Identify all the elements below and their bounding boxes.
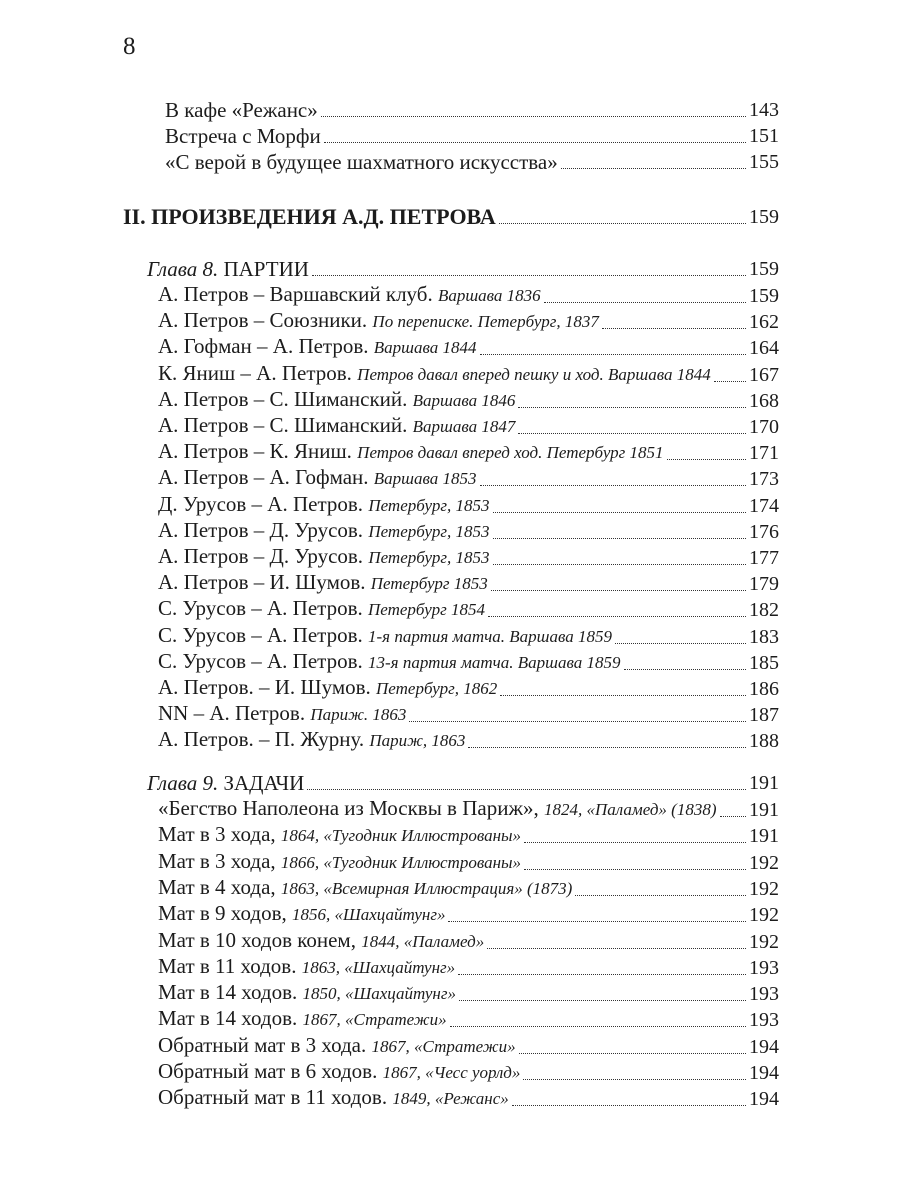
page-ref: 185 <box>749 651 779 674</box>
page-ref: 176 <box>749 520 779 543</box>
dot-leader <box>523 1079 746 1080</box>
toc-entry[interactable] <box>158 981 779 1007</box>
entry-title: Обратный мат в 11 ходов. <box>158 1085 388 1110</box>
entry-text <box>158 900 445 928</box>
page-ref: 179 <box>749 573 779 596</box>
toc-entry[interactable] <box>158 676 779 702</box>
chapter-label: Глава 9. <box>147 771 219 795</box>
entry-title: Мат в 3 хода, <box>158 822 276 847</box>
entry-text <box>165 123 321 149</box>
entry-note: 1867, «Стратежи» <box>371 1036 516 1056</box>
entry-note: Варшава 1853 <box>373 469 477 489</box>
entry-text <box>158 281 541 309</box>
entry-text <box>158 953 455 981</box>
chapter-title: ПАРТИИ <box>223 257 309 281</box>
page-ref: 159 <box>749 258 779 280</box>
page-ref: 155 <box>749 151 779 173</box>
chapter-title: ЗАДАЧИ <box>223 771 305 795</box>
entry-title: А. Петров. – П. Журну. <box>158 727 365 752</box>
page-ref: 170 <box>749 416 779 438</box>
entry-note: 1863, «Шахцайтунг» <box>301 957 456 977</box>
dot-leader <box>459 1000 746 1001</box>
entry-text <box>158 674 497 702</box>
entry-title: А. Петров – А. Гофман. <box>158 465 369 490</box>
dot-leader <box>307 789 746 790</box>
entry-note: Петербург, 1862 <box>376 679 498 698</box>
entry-note: 13-я партия матча. Варшава 1859 <box>368 652 621 672</box>
dot-leader <box>480 354 746 355</box>
toc-entry[interactable] <box>158 1086 779 1112</box>
page-ref: 186 <box>749 678 779 700</box>
dot-leader <box>499 223 746 224</box>
chapter-label: Глава 8. <box>147 257 219 281</box>
entry-note: 1-я партия матча. Варшава 1859 <box>368 626 612 646</box>
toc-entry[interactable] <box>158 902 779 928</box>
entry-text <box>158 438 664 466</box>
dot-leader <box>720 816 747 817</box>
page-ref: 162 <box>749 311 779 334</box>
dot-leader <box>544 302 746 303</box>
dot-leader <box>518 433 746 434</box>
entry-note: По переписке. Петербург, 1837 <box>372 312 599 332</box>
page-ref: 194 <box>749 1035 779 1058</box>
dot-leader <box>450 1026 746 1027</box>
page-ref: 167 <box>749 363 779 386</box>
entry-text <box>158 795 717 823</box>
entry-title: А. Петров – Варшавский клуб. <box>158 282 433 306</box>
toc-entry[interactable] <box>158 728 779 754</box>
dot-leader <box>324 142 746 143</box>
entry-text <box>158 622 612 650</box>
page-ref: 174 <box>749 494 779 517</box>
entry-text <box>165 149 558 175</box>
toc-entry[interactable] <box>158 519 779 545</box>
entry-note: 1844, «Паламед» <box>361 931 485 951</box>
page-ref: 187 <box>749 704 779 727</box>
entry-title: А. Петров – Д. Урусов. <box>158 517 364 542</box>
entry-title: А. Петров – С. Шиманский. <box>158 413 408 437</box>
dot-leader <box>512 1105 746 1106</box>
dot-leader <box>491 590 746 591</box>
entry-title: К. Яниш – А. Петров. <box>158 360 352 385</box>
entry-title: Мат в 4 хода, <box>158 874 276 899</box>
page-ref: 192 <box>749 851 779 874</box>
entry-title: А. Петров – И. Шумов. <box>158 570 366 595</box>
entry-note: Париж, 1863 <box>369 731 466 751</box>
page-ref: 182 <box>749 599 779 622</box>
toc-entry[interactable] <box>158 650 779 676</box>
entry-text <box>165 97 318 123</box>
page-ref: 191 <box>749 772 779 794</box>
entry-note: 1850, «Шахцайтунг» <box>302 984 456 1004</box>
page-ref: 159 <box>749 206 779 228</box>
entry-title: Обратный мат в 3 хода. <box>158 1032 367 1057</box>
entry-title: Мат в 3 хода, <box>158 848 276 873</box>
page-ref: 143 <box>749 99 779 121</box>
page-ref: 177 <box>749 547 779 569</box>
toc-entry[interactable] <box>158 414 779 440</box>
entry-text <box>158 464 477 492</box>
dot-leader <box>500 695 746 696</box>
entry-note: Варшава 1844 <box>373 338 477 358</box>
entry-text <box>158 307 599 335</box>
entry-note: Петров давал вперед пешку и ход. Варшава 1844 <box>357 364 711 384</box>
entry-title: Встреча с Морфи <box>165 124 321 148</box>
dot-leader <box>667 459 746 460</box>
toc-entry[interactable] <box>158 545 779 571</box>
entry-text <box>158 1005 447 1033</box>
toc-entry[interactable] <box>158 955 779 981</box>
page-ref: 188 <box>749 730 779 753</box>
entry-note: Варшава 1836 <box>437 286 541 305</box>
toc-entry[interactable] <box>158 466 779 492</box>
toc-entry[interactable] <box>158 702 779 728</box>
entry-note: 1856, «Шахцайтунг» <box>292 905 446 925</box>
page-ref: 168 <box>749 389 779 412</box>
entry-text <box>158 543 490 571</box>
entry-text <box>158 927 484 955</box>
section-heading[interactable] <box>123 204 779 230</box>
entry-title: С. Урусов – А. Петров. <box>158 648 363 673</box>
entry-text <box>158 821 521 849</box>
entry-text <box>158 1058 520 1086</box>
entry-title: Мат в 11 ходов. <box>158 953 297 978</box>
entry-text <box>158 569 488 597</box>
entry-note: 1867, «Чесс уорлд» <box>382 1063 521 1082</box>
dot-leader <box>487 948 746 949</box>
entry-note: Петербург 1854 <box>368 600 485 620</box>
toc-entry[interactable] <box>158 1060 779 1086</box>
dot-leader <box>714 381 746 382</box>
entry-title: А. Петров. – И. Шумов. <box>158 675 371 699</box>
entry-title: Обратный мат в 6 ходов. <box>158 1059 378 1083</box>
entry-note: 1866, «Тугодник Иллюстрованы» <box>280 852 522 872</box>
page-ref: 191 <box>749 825 779 848</box>
page-ref: 191 <box>749 799 779 821</box>
page-ref: 194 <box>749 1088 779 1111</box>
entry-note: Петербург, 1853 <box>368 521 490 541</box>
entry-note: Варшава 1846 <box>412 390 516 410</box>
entry-text <box>158 1084 509 1112</box>
entry-text <box>158 595 485 623</box>
entry-note: 1867, «Стратежи» <box>302 1010 447 1030</box>
entry-note: 1824, «Паламед» (1838) <box>543 800 717 819</box>
entry-note: 1863, «Всемирная Иллюстрация» (1873) <box>280 878 573 898</box>
section-title: II. ПРОИЗВЕДЕНИЯ А.Д. ПЕТРОВА <box>123 204 496 229</box>
dot-leader <box>519 1053 746 1054</box>
page-ref: 173 <box>749 468 779 491</box>
entry-title: А. Петров – Союзники. <box>158 308 368 333</box>
entry-title: Мат в 14 ходов. <box>158 1006 298 1031</box>
toc-entry[interactable] <box>165 149 779 175</box>
toc-entry[interactable] <box>158 440 779 466</box>
dot-leader <box>493 538 746 539</box>
entry-text <box>158 700 406 728</box>
toc-entry[interactable] <box>158 362 779 388</box>
toc-entry[interactable] <box>158 1034 779 1060</box>
entry-text <box>158 412 515 440</box>
chapter-heading[interactable] <box>147 770 779 796</box>
entry-title: Д. Урусов – А. Петров. <box>158 491 364 516</box>
entry-text <box>158 874 572 902</box>
entry-title: Мат в 9 ходов, <box>158 901 287 926</box>
entry-title: А. Петров – С. Шиманский. <box>158 386 408 411</box>
toc-entry[interactable] <box>158 597 779 623</box>
dot-leader <box>524 869 746 870</box>
entry-text <box>158 726 465 754</box>
page-ref: 171 <box>749 442 779 465</box>
entry-title: А. Петров – Д. Урусов. <box>158 544 364 568</box>
dot-leader <box>602 328 746 329</box>
page-ref: 151 <box>749 125 779 147</box>
entry-note: Варшава 1847 <box>412 417 516 436</box>
toc-entry[interactable] <box>158 1007 779 1033</box>
toc-entry[interactable] <box>158 283 779 309</box>
entry-text <box>158 1032 516 1060</box>
dot-leader <box>448 921 746 922</box>
toc-entry[interactable] <box>158 309 779 335</box>
chapter-heading[interactable] <box>147 256 779 282</box>
toc-entry[interactable] <box>165 97 779 123</box>
toc-entry[interactable] <box>158 493 779 519</box>
entry-text <box>158 848 521 876</box>
toc-entry[interactable] <box>158 335 779 361</box>
page-number: 8 <box>123 33 136 60</box>
entry-text <box>123 204 496 230</box>
entry-note: Петербург 1853 <box>370 574 488 594</box>
toc-entry[interactable] <box>158 797 779 823</box>
toc-entry[interactable] <box>158 929 779 955</box>
dot-leader <box>321 116 746 117</box>
dot-leader <box>624 669 747 670</box>
entry-text <box>158 333 477 361</box>
entry-note: 1849, «Режанс» <box>392 1089 509 1109</box>
entry-text <box>158 979 456 1007</box>
page-ref: 192 <box>749 930 779 953</box>
entry-title: С. Урусов – А. Петров. <box>158 622 363 647</box>
dot-leader <box>493 512 746 513</box>
dot-leader <box>524 842 746 843</box>
entry-text <box>158 517 490 545</box>
entry-text <box>158 386 515 414</box>
toc-entry[interactable] <box>158 624 779 650</box>
page-ref: 192 <box>749 877 779 900</box>
page-ref: 164 <box>749 337 779 360</box>
entry-note: Париж. 1863 <box>310 705 407 725</box>
entry-note: Петербург, 1853 <box>368 548 490 567</box>
entry-title: Мат в 14 ходов. <box>158 980 298 1005</box>
entry-note: Петербург, 1853 <box>368 495 490 515</box>
entry-text <box>158 360 711 388</box>
entry-text <box>147 770 304 796</box>
dot-leader <box>575 895 746 896</box>
toc-entry[interactable] <box>158 571 779 597</box>
toc-entry[interactable] <box>158 850 779 876</box>
entry-note: 1864, «Тугодник Иллюстрованы» <box>280 826 522 846</box>
entry-text <box>158 648 621 676</box>
toc-entry[interactable] <box>158 876 779 902</box>
entry-title: «Бегство Наполеона из Москвы в Париж», <box>158 796 539 820</box>
entry-title: С. Урусов – А. Петров. <box>158 596 363 621</box>
page-ref: 183 <box>749 625 779 648</box>
entry-title: Мат в 10 ходов конем, <box>158 927 356 952</box>
page-ref: 193 <box>749 1009 779 1032</box>
dot-leader <box>312 275 746 276</box>
toc-entry[interactable] <box>158 823 779 849</box>
page-ref: 192 <box>749 904 779 927</box>
entry-title: А. Гофман – А. Петров. <box>158 334 369 359</box>
entry-title: «С верой в будущее шахматного искусства» <box>165 150 558 174</box>
dot-leader <box>615 643 746 644</box>
dot-leader <box>458 974 746 975</box>
entry-text <box>158 491 490 519</box>
page-ref: 193 <box>749 956 779 979</box>
dot-leader <box>488 616 746 617</box>
dot-leader <box>468 747 746 748</box>
dot-leader <box>409 721 746 722</box>
entry-title: NN – А. Петров. <box>158 701 306 726</box>
entry-title: В кафе «Режанс» <box>165 98 318 122</box>
dot-leader <box>561 168 746 169</box>
entry-note: Петров давал вперед ход. Петербург 1851 <box>357 443 664 463</box>
page-ref: 159 <box>749 285 779 307</box>
entry-text <box>147 256 309 282</box>
toc-entry[interactable] <box>158 388 779 414</box>
page-ref: 193 <box>749 983 779 1006</box>
toc-entry[interactable] <box>165 123 779 149</box>
dot-leader <box>493 564 746 565</box>
page-ref: 194 <box>749 1062 779 1084</box>
entry-title: А. Петров – К. Яниш. <box>158 439 352 464</box>
dot-leader <box>518 407 746 408</box>
dot-leader <box>480 485 746 486</box>
